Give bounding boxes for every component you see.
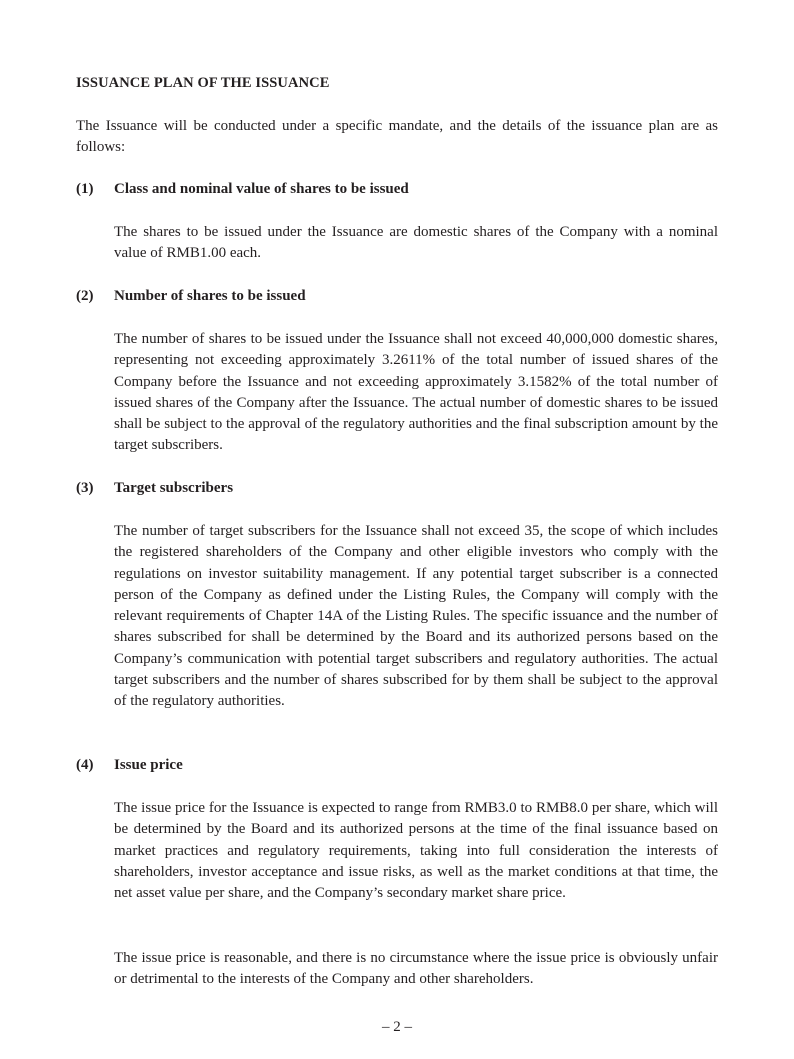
item-number: (3) [76,480,94,496]
item-heading-number-of-shares [76,288,306,305]
intro-paragraph: The Issuance will be conducted under a specific mandate, and the details of the issuance plan are as follows: [76,118,718,156]
item-title: Issue price [114,757,183,773]
section-heading: ISSUANCE PLAN OF THE ISSUANCE [76,75,330,91]
item-title: Target subscribers [114,480,234,496]
item-paragraph: The number of target subscribers for the Issuance shall not exceed 35, the scope of which includes the registered shareholders of the Company and other eligible investors who comply with the regulations on investor suitability management. If any potential target subscriber is a connected person of the Company as defined under the Listing Rules, the Company will comply with the relevant requirements of Chapter 14A of the Listing Rules. The specific issuance and the number of shares subscribed for shall be determined by the Board and its authorized persons based on the Company’s communication with potential target subscribers and regulatory authorities. The actual target subscribers and the number of shares subscribed for by them shall be subject to the approval of the regulatory authorities. [114,523,718,710]
item-number: (4) [76,757,94,773]
item-paragraph: The issue price is reasonable, and there is no circumstance where the issue price is obviously unfair or detrimental to the interests of the Company and other shareholders. [114,950,718,988]
item-paragraph: The shares to be issued under the Issuance are domestic shares of the Company with a nominal value of RMB1.00 each. [114,224,718,262]
item-title: Number of shares to be issued [114,288,306,304]
item-title: Class and nominal value of shares to be issued [114,181,409,197]
item-paragraph: The issue price for the Issuance is expected to range from RMB3.0 to RMB8.0 per share, which will be determined by the Board and its authorized persons at the time of the final issuance based on market practices and regulatory requirements, taking into full consideration the interests of shareholders, investor acceptance and issue risks, as well as the market conditions at that time, the net asset value per share, and the Company’s secondary market share price. [114,800,718,902]
item-heading-target-subscribers [76,480,233,497]
page-number: – 2 – [382,1019,412,1035]
item-heading-issue-price [76,757,183,774]
item-number: (1) [76,181,94,197]
item-paragraph: The number of shares to be issued under the Issuance shall not exceed 40,000,000 domestic shares, representing not exceeding approximately 3.2611% of the total number of issued shares of the Company before the Issuance and not exceeding approximately 3.1582% of the total number of issued shares of the Company after the Issuance. The actual number of domestic shares to be issued shall be subject to the approval of the regulatory authorities and the final subscription amount by the target subscribers. [114,331,718,454]
item-number: (2) [76,288,94,304]
item-heading-class-nominal-value [76,181,409,198]
